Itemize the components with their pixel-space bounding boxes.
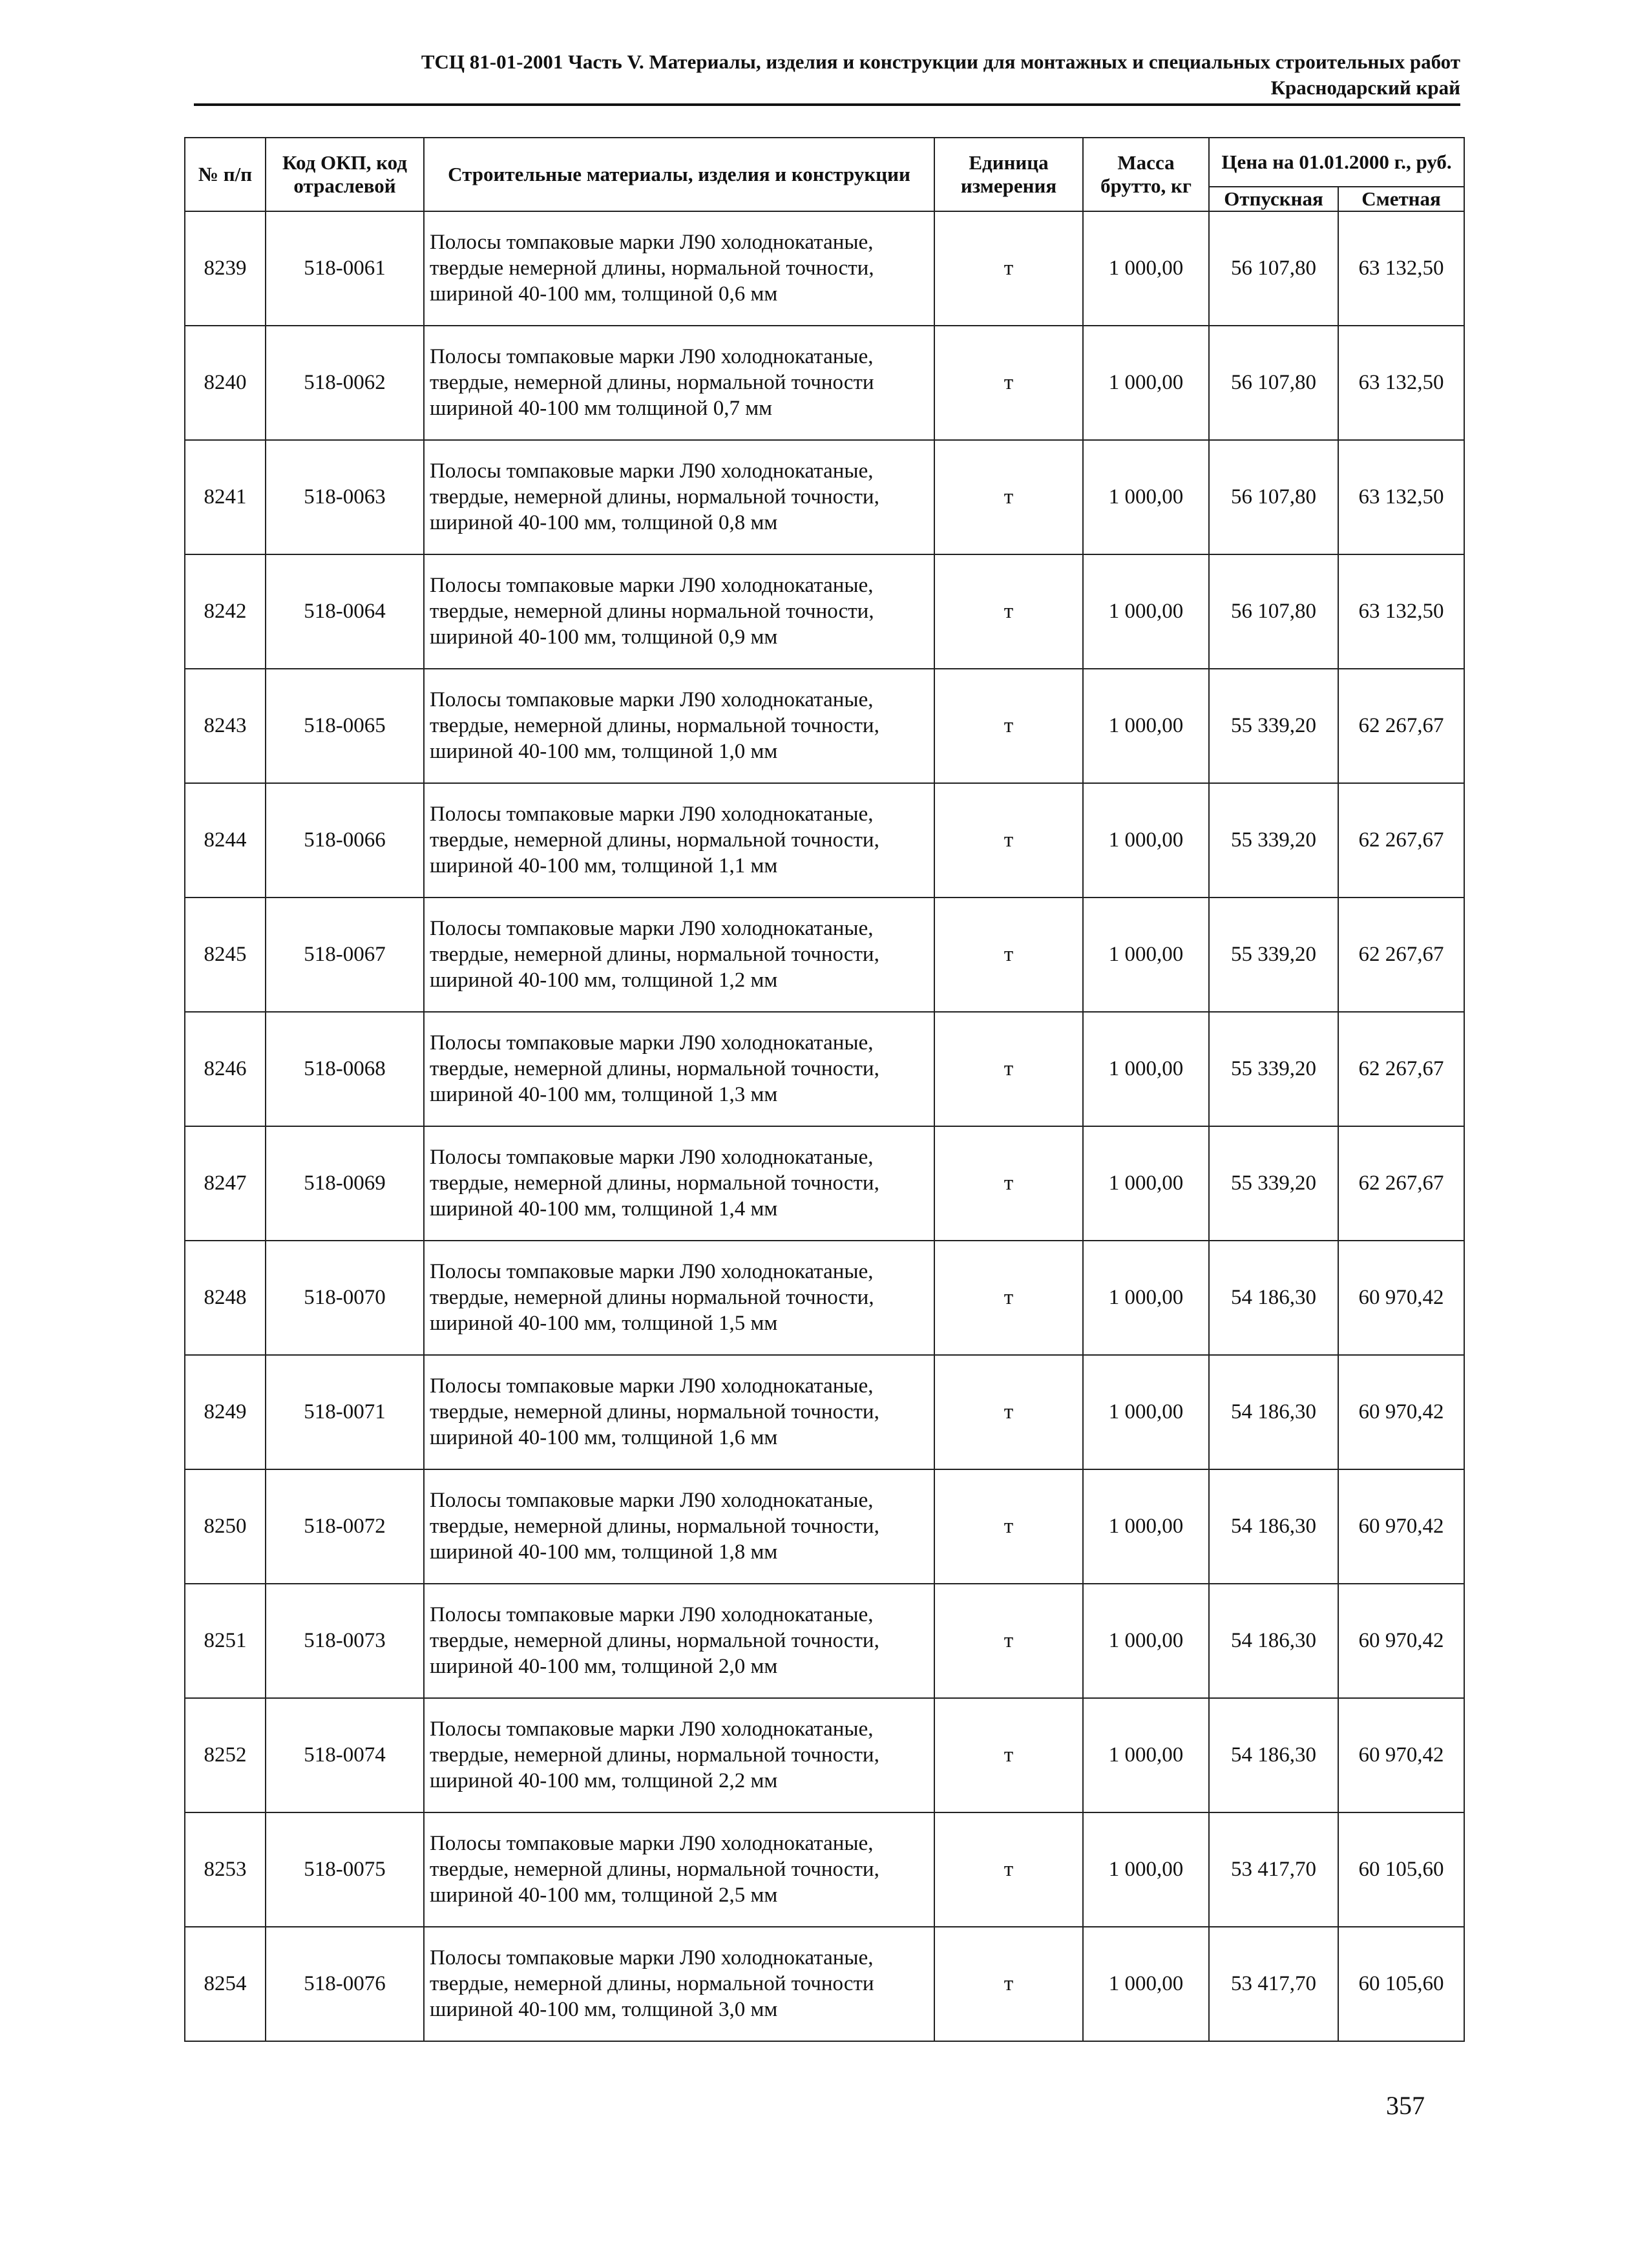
cell-unit: т [934,898,1083,1012]
cell-price-release: 56 107,80 [1209,440,1338,554]
cell-price-estimate: 63 132,50 [1338,440,1464,554]
cell-price-release: 55 339,20 [1209,1126,1338,1241]
col-header-price-release: Отпускная [1209,187,1338,211]
cell-num: 8244 [185,783,266,898]
page-header [194,50,1460,100]
cell-code: 518-0062 [266,326,424,440]
table-row [185,783,1464,898]
cell-code: 518-0070 [266,1241,424,1355]
cell-mass: 1 000,00 [1083,1241,1209,1355]
cell-code: 518-0076 [266,1927,424,2041]
cell-mass: 1 000,00 [1083,669,1209,783]
table-row [185,1812,1464,1927]
table-row [185,1584,1464,1698]
cell-price-release: 54 186,30 [1209,1698,1338,1812]
cell-price-release: 56 107,80 [1209,554,1338,669]
cell-code: 518-0072 [266,1469,424,1584]
cell-code: 518-0065 [266,669,424,783]
cell-name: Полосы томпаковые марки Л90 холоднокатаные, твердые, немерной длины, нормальной точности шириной 40-100 мм, толщиной 3,0 мм [424,1927,934,2041]
cell-code: 518-0075 [266,1812,424,1927]
table-row [185,1927,1464,2041]
table-row [185,669,1464,783]
cell-unit: т [934,1584,1083,1698]
cell-unit: т [934,1126,1083,1241]
cell-price-release: 54 186,30 [1209,1241,1338,1355]
cell-unit: т [934,326,1083,440]
header-rule [194,103,1460,106]
cell-num: 8249 [185,1355,266,1469]
cell-mass: 1 000,00 [1083,898,1209,1012]
cell-price-estimate: 62 267,67 [1338,1126,1464,1241]
cell-code: 518-0066 [266,783,424,898]
cell-price-estimate: 60 105,60 [1338,1812,1464,1927]
cell-unit: т [934,1355,1083,1469]
cell-price-release: 55 339,20 [1209,783,1338,898]
cell-mass: 1 000,00 [1083,783,1209,898]
cell-num: 8240 [185,326,266,440]
cell-mass: 1 000,00 [1083,440,1209,554]
price-table [184,137,1465,2042]
cell-name: Полосы томпаковые марки Л90 холоднокатаные, твердые, немерной длины, нормальной точности, шириной 40-100 мм, толщиной 2,2 мм [424,1698,934,1812]
cell-num: 8250 [185,1469,266,1584]
cell-price-estimate: 63 132,50 [1338,211,1464,326]
cell-code: 518-0071 [266,1355,424,1469]
table-row [185,898,1464,1012]
cell-code: 518-0063 [266,440,424,554]
cell-price-estimate: 63 132,50 [1338,326,1464,440]
cell-code: 518-0061 [266,211,424,326]
cell-num: 8242 [185,554,266,669]
table-row [185,1469,1464,1584]
cell-unit: т [934,1469,1083,1584]
cell-mass: 1 000,00 [1083,211,1209,326]
cell-name: Полосы томпаковые марки Л90 холоднокатаные, твердые, немерной длины, нормальной точности, шириной 40-100 мм, толщиной 1,3 мм [424,1012,934,1126]
cell-price-estimate: 63 132,50 [1338,554,1464,669]
cell-code: 518-0064 [266,554,424,669]
col-header-mass: Масса брутто, кг [1083,138,1209,211]
table-row [185,211,1464,326]
cell-unit: т [934,1812,1083,1927]
cell-unit: т [934,1927,1083,2041]
cell-name: Полосы томпаковые марки Л90 холоднокатаные, твердые, немерной длины, нормальной точности, шириной 40-100 мм, толщиной 1,1 мм [424,783,934,898]
cell-mass: 1 000,00 [1083,1126,1209,1241]
cell-price-release: 54 186,30 [1209,1355,1338,1469]
cell-code: 518-0068 [266,1012,424,1126]
cell-num: 8252 [185,1698,266,1812]
cell-num: 8243 [185,669,266,783]
cell-price-estimate: 62 267,67 [1338,898,1464,1012]
table-row [185,554,1464,669]
table-row [185,440,1464,554]
cell-code: 518-0069 [266,1126,424,1241]
cell-price-estimate: 60 970,42 [1338,1241,1464,1355]
cell-price-estimate: 62 267,67 [1338,783,1464,898]
region-label: Краснодарский край [1270,76,1460,99]
cell-name: Полосы томпаковые марки Л90 холоднокатаные, твердые, немерной длины, нормальной точности, шириной 40-100 мм, толщиной 1,6 мм [424,1355,934,1469]
cell-name: Полосы томпаковые марки Л90 холоднокатаные, твердые, немерной длины, нормальной точности, шириной 40-100 мм, толщиной 2,5 мм [424,1812,934,1927]
cell-num: 8254 [185,1927,266,2041]
cell-unit: т [934,1012,1083,1126]
cell-unit: т [934,211,1083,326]
cell-unit: т [934,1241,1083,1355]
document-title: ТСЦ 81-01-2001 Часть V. Материалы, изделия и конструкции для монтажных и специальных строительных работ [421,50,1460,73]
cell-name: Полосы томпаковые марки Л90 холоднокатаные, твердые, немерной длины, нормальной точности, шириной 40-100 мм, толщиной 1,4 мм [424,1126,934,1241]
cell-price-estimate: 62 267,67 [1338,1012,1464,1126]
cell-num: 8246 [185,1012,266,1126]
col-header-code: Код ОКП, код отраслевой [266,138,424,211]
col-header-name: Строительные материалы, изделия и конструкции [424,138,934,211]
table-row [185,1355,1464,1469]
cell-price-release: 54 186,30 [1209,1584,1338,1698]
cell-price-release: 56 107,80 [1209,211,1338,326]
table-row [185,326,1464,440]
cell-price-release: 55 339,20 [1209,669,1338,783]
cell-name: Полосы томпаковые марки Л90 холоднокатаные, твердые, немерной длины, нормальной точности шириной 40-100 мм толщиной 0,7 мм [424,326,934,440]
cell-unit: т [934,783,1083,898]
cell-name: Полосы томпаковые марки Л90 холоднокатаные, твердые, немерной длины нормальной точности, шириной 40-100 мм, толщиной 1,5 мм [424,1241,934,1355]
cell-price-release: 56 107,80 [1209,326,1338,440]
cell-price-estimate: 60 970,42 [1338,1584,1464,1698]
cell-name: Полосы томпаковые марки Л90 холоднокатаные, твердые, немерной длины, нормальной точности, шириной 40-100 мм, толщиной 1,2 мм [424,898,934,1012]
cell-name: Полосы томпаковые марки Л90 холоднокатаные, твердые, немерной длины, нормальной точности, шириной 40-100 мм, толщиной 2,0 мм [424,1584,934,1698]
cell-price-release: 54 186,30 [1209,1469,1338,1584]
col-header-num: № п/п [185,138,266,211]
cell-name: Полосы томпаковые марки Л90 холоднокатаные, твердые, немерной длины, нормальной точности, шириной 40-100 мм, толщиной 0,8 мм [424,440,934,554]
cell-name: Полосы томпаковые марки Л90 холоднокатаные, твердые, немерной длины нормальной точности, шириной 40-100 мм, толщиной 0,9 мм [424,554,934,669]
cell-mass: 1 000,00 [1083,1812,1209,1927]
table-row [185,1012,1464,1126]
cell-num: 8247 [185,1126,266,1241]
table-body [185,211,1464,2041]
col-header-unit: Единица измерения [934,138,1083,211]
cell-price-release: 55 339,20 [1209,898,1338,1012]
cell-unit: т [934,1698,1083,1812]
cell-mass: 1 000,00 [1083,1584,1209,1698]
table-row [185,1126,1464,1241]
cell-price-release: 53 417,70 [1209,1927,1338,2041]
cell-name: Полосы томпаковые марки Л90 холоднокатаные, твердые, немерной длины, нормальной точности, шириной 40-100 мм, толщиной 1,8 мм [424,1469,934,1584]
cell-num: 8239 [185,211,266,326]
cell-mass: 1 000,00 [1083,554,1209,669]
col-header-price: Цена на 01.01.2000 г., руб. [1209,138,1464,187]
cell-code: 518-0074 [266,1698,424,1812]
cell-name: Полосы томпаковые марки Л90 холоднокатаные, твердые, немерной длины, нормальной точности, шириной 40-100 мм, толщиной 1,0 мм [424,669,934,783]
cell-mass: 1 000,00 [1083,1927,1209,2041]
cell-code: 518-0073 [266,1584,424,1698]
cell-price-estimate: 60 970,42 [1338,1469,1464,1584]
table-row [185,1241,1464,1355]
cell-num: 8241 [185,440,266,554]
cell-num: 8248 [185,1241,266,1355]
cell-mass: 1 000,00 [1083,1012,1209,1126]
cell-mass: 1 000,00 [1083,1469,1209,1584]
cell-price-release: 55 339,20 [1209,1012,1338,1126]
cell-price-release: 53 417,70 [1209,1812,1338,1927]
cell-unit: т [934,554,1083,669]
cell-num: 8253 [185,1812,266,1927]
cell-name: Полосы томпаковые марки Л90 холоднокатаные, твердые немерной длины, нормальной точности, шириной 40-100 мм, толщиной 0,6 мм [424,211,934,326]
page-number: 357 [1386,2091,1425,2120]
cell-unit: т [934,669,1083,783]
cell-num: 8245 [185,898,266,1012]
table-row [185,1698,1464,1812]
col-header-price-estimate: Сметная [1338,187,1464,211]
cell-mass: 1 000,00 [1083,1355,1209,1469]
cell-price-estimate: 60 970,42 [1338,1355,1464,1469]
cell-unit: т [934,440,1083,554]
cell-code: 518-0067 [266,898,424,1012]
cell-price-estimate: 62 267,67 [1338,669,1464,783]
cell-mass: 1 000,00 [1083,326,1209,440]
cell-num: 8251 [185,1584,266,1698]
cell-price-estimate: 60 105,60 [1338,1927,1464,2041]
cell-price-estimate: 60 970,42 [1338,1698,1464,1812]
cell-mass: 1 000,00 [1083,1698,1209,1812]
